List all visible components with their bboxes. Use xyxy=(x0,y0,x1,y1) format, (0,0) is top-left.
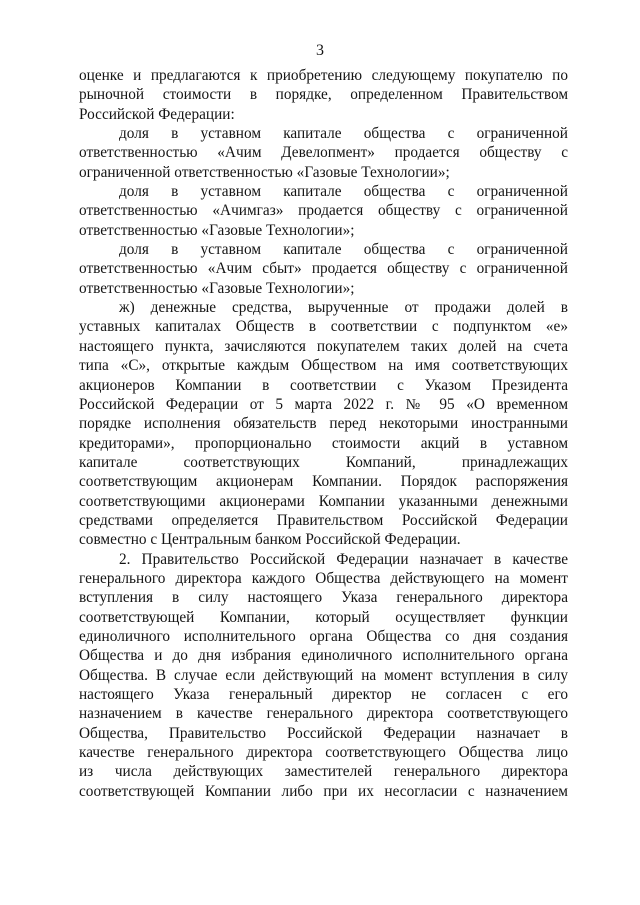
text-line: доля в уставном капитале общества с ограниченной xyxy=(119,183,568,201)
text-line: доля в уставном капитале общества с ограниченной xyxy=(119,241,568,259)
text-line: ответственностью «Ачим Девелопмент» продается обществу с xyxy=(79,144,568,162)
text-line: порядке исполнения обязательств перед некоторыми иностранными xyxy=(79,415,568,433)
text-line: ответственностью «Ачимгаз» продается обществу с ограниченной xyxy=(79,202,568,220)
text-line: оценке и предлагаются к приобретению следующему покупателю по xyxy=(79,67,568,84)
text-line: соответствующей Компании либо при их несогласии с назначением xyxy=(79,782,568,800)
text-line: качестве генерального директора соответствующего Общества лицо xyxy=(79,744,568,762)
body-text xyxy=(79,66,568,801)
text-line: ж) денежные средства, вырученные от продажи долей в xyxy=(119,299,568,317)
text-line: вступления в силу настоящего Указа генерального директора xyxy=(79,589,568,607)
text-line: доля в уставном капитале общества с ограниченной xyxy=(119,125,568,143)
text-line: соответствующими акционерами Компании указанными денежными xyxy=(79,492,568,510)
text-line: средствами определяется Правительством Российской Федерации xyxy=(79,511,568,529)
text-line: совместно с Центральным банком Российской Федерации. xyxy=(79,531,461,549)
text-line: соответствующей Компании, который осуществляет функции xyxy=(79,608,568,626)
text-line: ответственностью «Газовые Технологии»; xyxy=(79,221,355,239)
text-line: типа «С», открытые каждым Обществом на имя соответствующих xyxy=(79,357,568,375)
page-number: 3 xyxy=(316,42,324,59)
text-line: капитале соответствующих Компаний, принадлежащих xyxy=(79,453,568,471)
text-line: ответственностью «Ачим сбыт» продается обществу с ограниченной xyxy=(79,260,568,278)
text-line: ответственностью «Газовые Технологии»; xyxy=(79,279,355,297)
text-line: ограниченной ответственностью «Газовые Технологии»; xyxy=(79,163,450,181)
text-line: акционеров Компании в соответствии с Указом Президента xyxy=(79,376,568,394)
text-line: 2. Правительство Российской Федерации назначает в качестве xyxy=(119,550,568,568)
text-line: Российской Федерации: xyxy=(79,105,235,123)
text-line: настоящего пункта, зачисляются покупателем таких долей на счета xyxy=(79,337,568,355)
text-line: Общества и до дня избрания единоличного исполнительного органа xyxy=(79,647,568,665)
text-line: Общества. В случае если действующий на момент вступления в силу xyxy=(79,666,568,684)
text-line: назначением в качестве генерального директора соответствующего xyxy=(79,705,568,723)
text-line: уставных капиталах Обществ в соответствии с подпунктом «е» xyxy=(79,318,568,336)
text-line: Российской Федерации от 5 марта 2022 г. № 95 «О временном xyxy=(79,395,568,413)
text-line: из числа действующих заместителей генерального директора xyxy=(79,763,568,781)
text-line: кредиторами», пропорционально стоимости акций в уставном xyxy=(79,434,568,452)
text-line: настоящего Указа генеральный директор не согласен с его xyxy=(79,686,568,703)
text-line: соответствующим акционерам Компании. Порядок распоряжения xyxy=(79,473,568,491)
text-line: генерального директора каждого Общества действующего на момент xyxy=(79,569,568,587)
text-line: Общества, Правительство Российской Федерации назначает в xyxy=(79,724,568,742)
text-line: рыночной стоимости в порядке, определенном Правительством xyxy=(79,86,568,104)
text-line: единоличного исполнительного органа Общества со дня создания xyxy=(79,627,568,645)
